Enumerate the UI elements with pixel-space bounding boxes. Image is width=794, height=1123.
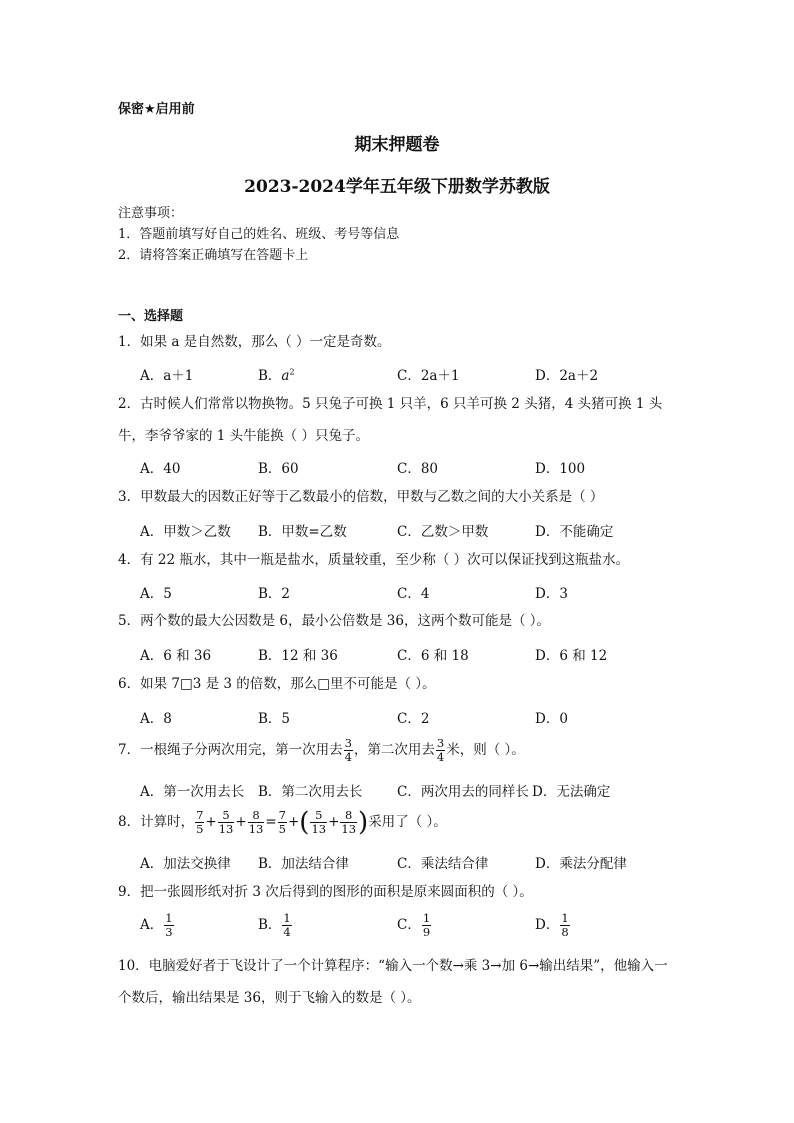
- question-9: 9．把一张圆形纸对折 3 次后得到的图形的面积是原来圆面积的（ ）。: [118, 884, 533, 900]
- option-b[interactable]: B． $\frac{1}{4}$: [258, 911, 291, 939]
- option-a[interactable]: A． $\frac{1}{3}$: [140, 911, 173, 939]
- option-b[interactable]: B．60: [258, 461, 299, 477]
- fraction-three-quarters: $\frac{3}{4}$: [344, 736, 352, 764]
- option-c[interactable]: C．4: [397, 586, 430, 602]
- option-b[interactable]: B．12 和 36: [258, 648, 338, 664]
- option-d[interactable]: D．乘法分配律: [535, 856, 627, 872]
- option-a[interactable]: A．第一次用去长: [140, 784, 245, 800]
- section-heading: 一、选择题: [118, 309, 184, 324]
- option-c[interactable]: C．80: [397, 461, 439, 477]
- question-6: 6．如果 7□3 是 3 的倍数，那么□里不可能是（ ）。: [118, 676, 436, 692]
- math-expression: $\frac{7}{5}$ + $\frac{5}{13}$ + $\frac{8}{13}$ = $\frac{7}{5}$ +( $\frac{5}{13}$ + $\frac{8}{13}$ ): [196, 807, 369, 838]
- option-a[interactable]: A．甲数＞乙数: [140, 524, 231, 540]
- fraction-one-quarter: $\frac{1}{4}$: [283, 911, 291, 939]
- question-3: 3．甲数最大的因数正好等于乙数最小的倍数，甲数与乙数之间的大小关系是（ ）: [118, 489, 604, 505]
- exam-title: 期末押题卷: [354, 135, 440, 155]
- option-d[interactable]: D．3: [535, 586, 568, 602]
- option-c[interactable]: C．两次用去的同样长: [397, 784, 529, 800]
- exam-subtitle: 2023-2024学年五年级下册数学苏教版: [244, 177, 550, 197]
- fraction-one-eighth: $\frac{1}{8}$: [561, 911, 569, 939]
- confidential-label: 保密★启用前: [118, 102, 195, 117]
- notes-block: [118, 203, 399, 266]
- option-d[interactable]: D．2a＋2: [535, 368, 599, 384]
- option-c[interactable]: C．乘法结合律: [397, 856, 489, 872]
- option-c[interactable]: C．6 和 18: [397, 648, 469, 664]
- option-d[interactable]: D．6 和 12: [535, 648, 608, 664]
- option-c[interactable]: C．2: [397, 711, 430, 727]
- option-a[interactable]: A．加法交换律: [140, 856, 231, 872]
- option-a[interactable]: A．8: [140, 711, 172, 727]
- option-b[interactable]: B．5: [258, 711, 291, 727]
- option-b[interactable]: B．2: [258, 586, 291, 602]
- question-10: 10．电脑爱好者于飞设计了一个计算程序：“输入一个数→乘 3→加 6→输出结果”，他输入一个数后，输出结果是 36，则于飞输入的数是（ ）。: [118, 958, 668, 1006]
- exponent: 2: [289, 367, 295, 377]
- fraction-three-quarters: $\frac{3}{4}$: [436, 736, 445, 764]
- fraction-one-ninth: $\frac{1}{9}$: [422, 911, 431, 939]
- option-d[interactable]: D．0: [535, 711, 568, 727]
- option-d[interactable]: D．100: [535, 461, 586, 477]
- question-8: 8．计算时， $\frac{7}{5}$ + $\frac{5}{13}$ + $\frac{8}{13}$ = $\frac{7}{5}$ +( $\frac{5}{13}$ + $\frac{8}{13}$ )采用了（ ）。: [118, 807, 447, 838]
- option-d[interactable]: D．不能确定: [535, 524, 614, 540]
- option-a[interactable]: A．40: [140, 461, 181, 477]
- option-d[interactable]: D．无法确定: [532, 784, 611, 800]
- question-7: 7．一根绳子分两次用完，第一次用去 $\frac{3}{4}$ ，第二次用去 $\frac{3}{4}$ 米，则（ ）。: [118, 736, 525, 764]
- question-4: 4．有 22 瓶水，其中一瓶是盐水，质量较重，至少称（ ）次可以保证找到这瓶盐水。: [118, 552, 630, 568]
- fraction-one-third: $\frac{1}{3}$: [165, 911, 173, 939]
- option-a[interactable]: A．5: [140, 586, 172, 602]
- notes-heading: 注意事项：: [118, 206, 184, 221]
- notes-item: 2．请将答案正确填写在答题卡上: [118, 248, 309, 263]
- option-a[interactable]: A．a＋1: [140, 368, 194, 384]
- option-b[interactable]: B．第二次用去长: [258, 784, 363, 800]
- option-b[interactable]: B．加法结合律: [258, 856, 349, 872]
- question-2: 2．古时候人们常常以物换物。5 只兔子可换 1 只羊，6 只羊可换 2 头猪，4 头猪可换 1 头牛，李爷爷家的 1 头牛能换（ ）只兔子。: [118, 396, 663, 444]
- option-c[interactable]: C．2a＋1: [397, 368, 460, 384]
- question-1: 1．如果 a 是自然数，那么（ ）一定是奇数。: [118, 334, 391, 350]
- option-b[interactable]: B．$a^2$: [258, 367, 295, 384]
- question-5: 5．两个数的最大公因数是 6，最小公倍数是 36，这两个数可能是（ ）。: [118, 613, 550, 629]
- option-c[interactable]: C． $\frac{1}{9}$: [397, 911, 431, 939]
- option-b[interactable]: B．甲数=乙数: [258, 524, 347, 540]
- option-c[interactable]: C．乙数＞甲数: [397, 524, 489, 540]
- notes-item: 1．答题前填写好自己的姓名、班级、考号等信息: [118, 227, 400, 242]
- option-d[interactable]: D． $\frac{1}{8}$: [535, 911, 569, 939]
- variable-a: a: [281, 368, 290, 384]
- option-a[interactable]: A．6 和 36: [140, 648, 212, 664]
